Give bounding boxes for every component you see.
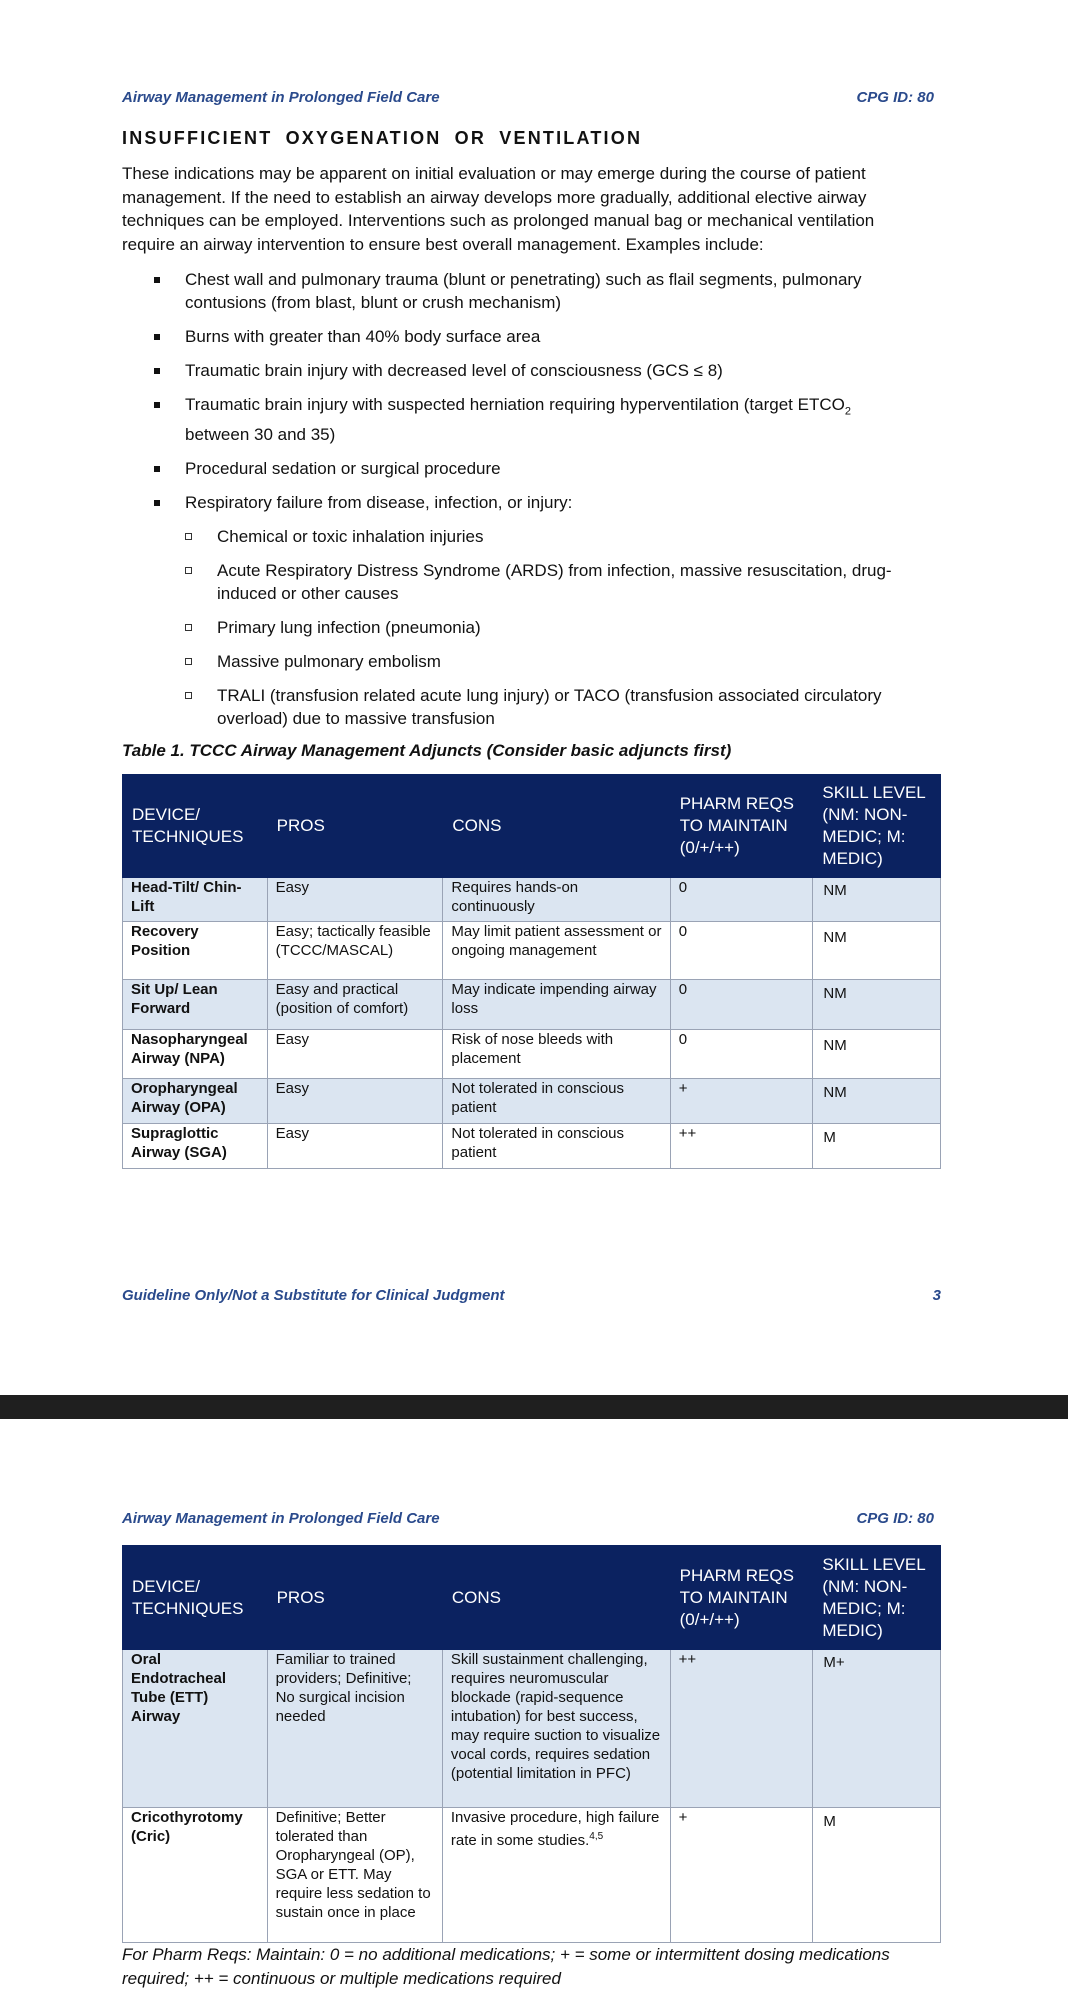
indications-list <box>122 268 942 741</box>
header-cpg-id: CPG ID: 80 <box>856 1510 934 1527</box>
column-header-skill: SKILL LEVEL (NM: NON-MEDIC; M: MEDIC) <box>813 775 941 878</box>
airway-adjuncts-table <box>122 774 941 1169</box>
sub-list-item: TRALI (transfusion related acute lung injury) or TACO (transfusion associated circulatory overload) due to massive transfusion <box>122 684 942 730</box>
page-number: 3 <box>932 1287 941 1304</box>
header-cpg-id: CPG ID: 80 <box>856 89 934 106</box>
column-header-device: DEVICE/ TECHNIQUES <box>123 775 268 878</box>
sub-list-item: Massive pulmonary embolism <box>122 650 942 673</box>
list-item: Traumatic brain injury with suspected herniation requiring hyperventilation (target $ETCO_2$ between 30 and 35) <box>122 393 942 446</box>
column-header-device: DEVICE/ TECHNIQUES <box>123 1546 268 1650</box>
column-header-cons: CONS <box>442 1546 670 1650</box>
table-row: Head-Tilt/ Chin-Lift Easy Requires hands-on continuously 0 NM <box>123 878 941 922</box>
table-row: Nasopharyngeal Airway (NPA) Easy Risk of nose bleeds with placement 0 NM <box>123 1030 941 1079</box>
airway-adjuncts-table-continued <box>122 1545 941 1943</box>
column-header-pharm: PHARM REQS TO MAINTAIN (0/+/++) <box>670 1546 813 1650</box>
table-row: Oropharyngeal Airway (OPA) Easy Not tolerated in conscious patient + NM <box>123 1079 941 1124</box>
header-doc-title: Airway Management in Prolonged Field Care <box>122 89 440 106</box>
table-header-row <box>123 775 941 878</box>
sub-list-item: Chemical or toxic inhalation injuries <box>122 525 942 548</box>
list-item: Traumatic brain injury with decreased level of consciousness (GCS ≤ 8) <box>122 359 942 382</box>
column-header-pros: PROS <box>267 1546 442 1650</box>
document-page-2 <box>0 1419 1068 2000</box>
table-row: Sit Up/ Lean Forward Easy and practical (position of comfort) May indicate impending airway loss 0 NM <box>123 980 941 1030</box>
list-item: Burns with greater than 40% body surface area <box>122 325 942 348</box>
list-item: Procedural sedation or surgical procedure <box>122 457 942 480</box>
page-footer <box>122 1287 941 1304</box>
header-doc-title: Airway Management in Prolonged Field Care <box>122 1510 440 1527</box>
list-item: Chest wall and pulmonary trauma (blunt or penetrating) such as flail segments, pulmonary contusions (from blast, blunt or crush mechanism) <box>122 268 942 314</box>
column-header-pharm: PHARM REQS TO MAINTAIN (0/+/++) <box>670 775 813 878</box>
table-caption: Table 1. TCCC Airway Management Adjuncts (Consider basic adjuncts first) <box>122 741 732 760</box>
column-header-pros: PROS <box>267 775 443 878</box>
pharm-reqs-footnote: For Pharm Reqs: Maintain: 0 = no additional medications; + = some or intermittent dosing medications required; ++ = continuous or multiple medications required <box>122 1945 890 1988</box>
page-header <box>122 89 934 106</box>
table-row: Cricothyrotomy (Cric) Definitive; Better tolerated than Oropharyngeal (OP), SGA or ETT. May require less sedation to sustain once in place Invasive procedure, high failure rate in some studies.$^{4,5}$ + M <box>123 1808 941 1943</box>
page-header <box>122 1510 934 1527</box>
list-item: Respiratory failure from disease, infection, or injury: <box>122 491 942 514</box>
sub-list-item: Acute Respiratory Distress Syndrome (ARDS) from infection, massive resuscitation, drug-induced or other causes <box>122 559 942 605</box>
section-title: INSUFFICIENT OXYGENATION OR VENTILATION <box>122 128 643 148</box>
column-header-cons: CONS <box>443 775 670 878</box>
table-row: Recovery Position Easy; tactically feasible (TCCC/MASCAL) May limit patient assessment or ongoing management 0 NM <box>123 922 941 980</box>
table-row: Supraglottic Airway (SGA) Easy Not tolerated in conscious patient ++ M <box>123 1124 941 1169</box>
column-header-skill: SKILL LEVEL (NM: NON-MEDIC; M: MEDIC) <box>813 1546 941 1650</box>
table-row: Oral Endotracheal Tube (ETT) Airway Familiar to trained providers; Definitive; No surgical incision needed Skill sustainment challenging, requires neuromuscular blockade (rapid-sequence intubation) for best success, may require suction to visualize vocal cords, requires sedation (potential limitation in PFC) ++ M+ <box>123 1650 941 1808</box>
sub-list-item: Primary lung infection (pneumonia) <box>122 616 942 639</box>
page-divider <box>0 1395 1068 1419</box>
intro-paragraph: These indications may be apparent on initial evaluation or may emerge during the course of patient management. If the need to establish an airway develops more gradually, additional elective airway techniques can be employed. Interventions such as prolonged manual bag or mechanical ventilation require an airway intervention to ensure best overall management. Examples include: <box>122 164 875 254</box>
table-header-row <box>123 1546 941 1650</box>
footer-text: Guideline Only/Not a Substitute for Clinical Judgment <box>122 1287 505 1304</box>
